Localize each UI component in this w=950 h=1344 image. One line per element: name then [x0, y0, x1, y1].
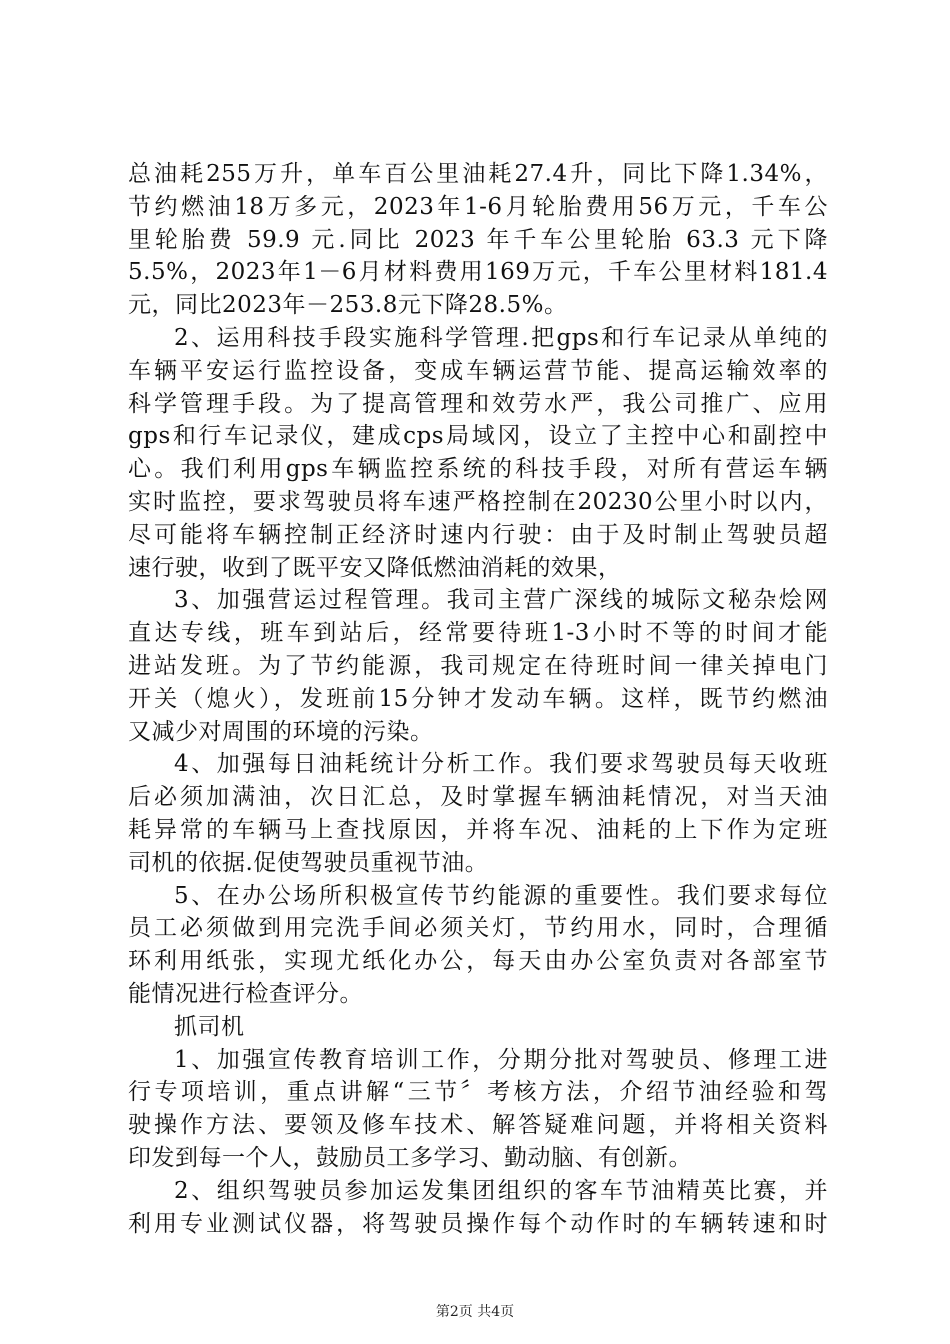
text-line: 环利用纸张，实现尤纸化办公，每天由办公室负责对各部室节 [128, 948, 828, 975]
text-line: 驶操作方法、要领及修车技术、解答疑难问题，并将相关资料 [128, 1112, 828, 1139]
document-body [128, 158, 828, 1240]
text-line: 3、加强营运过程管理。我司主营广深线的城际文秘杂烩网 [174, 587, 828, 614]
page-footer: 第2页 共4页 [435, 1304, 515, 1320]
text-line: 尽可能将车辆控制正经济时速内行驶：由于及时制止驾驶员超 [128, 521, 828, 548]
text-line: 直达专线，班车到站后，经常要待班1-3小时不等的时间才能 [128, 620, 828, 647]
text-line: 进站发班。为了节约能源，我司规定在待班时间一律关掉电门 [128, 652, 828, 679]
text-line: 元，同比2023年－253.8元下降28.5%。 [128, 292, 568, 319]
text-line: 1、加强宣传教育培训工作，分期分批对驾驶员、修理工进 [174, 1046, 828, 1073]
text-line: 心。我们利用gps车辆监控系统的科技手段，对所有营运车辆 [128, 456, 828, 483]
text-line: 司机的依据.促使驾驶员重视节油。 [128, 849, 489, 876]
text-line: 总油耗255万升，单车百公里油耗27.4升，同比下降1.34%， [128, 161, 828, 187]
text-line: 能情况进行检查评分。 [128, 980, 363, 1007]
text-line: 2、运用科技手段实施科学管理.把gps和行车记录从单纯的 [174, 324, 828, 351]
text-line: gps和行车记录仪，建成cps局域冈，设立了主控中心和副控中 [128, 423, 828, 450]
text-line: 车辆平安运行监控设备，变成车辆运营节能、提高运输效率的 [128, 357, 828, 384]
text-line: 利用专业测试仪器，将驾驶员操作每个动作时的车辆转速和时 [128, 1210, 828, 1237]
text-line: 耗异常的车辆马上查找原因，并将车况、油耗的上下作为定班 [128, 816, 828, 843]
text-line: 5、在办公场所积极宣传节约能源的重要性。我们要求每位 [174, 882, 828, 909]
text-line: 开关（熄火），发班前15分钟才发动车辆。这样，既节约燃油 [128, 685, 828, 712]
text-line: 行专项培训，重点讲解“三节〞考核方法，介绍节油经验和驾 [128, 1079, 828, 1106]
text-line: 2、组织驾驶员参加运发集团组织的客车节油精英比赛，并 [174, 1177, 828, 1204]
text-line: 科学管理手段。为了提高管理和效劳水严，我公司推广、应用 [128, 390, 828, 417]
section-heading: 抓司机 [174, 1013, 245, 1040]
text-line: 节约燃油18万多元，2023年1-6月轮胎费用56万元，千车公 [128, 193, 828, 220]
text-line: 后必须加满油，次日汇总，及时掌握车辆油耗情况，对当天油 [128, 784, 828, 811]
text-line: 员工必须做到用完洗手间必须关灯，节约用水，同时，合理循 [128, 915, 828, 942]
text-line: 4、加强每日油耗统计分析工作。我们要求驾驶员每天收班 [174, 751, 828, 778]
text-line: 又减少对周围的环境的污染。 [128, 718, 434, 745]
text-line: 印发到每一个人，鼓励员工多学习、勤动脑、有创新。 [128, 1144, 692, 1171]
text-line: 速行驶，收到了既平安又降低燃油消耗的效果， [128, 554, 622, 581]
text-line: 里轮胎费 59.9 元.同比 2023 年千车公里轮胎 63.3 元下降 [128, 226, 828, 253]
text-line: 5.5%，2023年1－6月材料费用169万元，千车公里材料181.4 [128, 259, 828, 286]
text-line: 实时监控，要求驾驶员将车速严格控制在20230公里小时以内， [128, 488, 828, 515]
